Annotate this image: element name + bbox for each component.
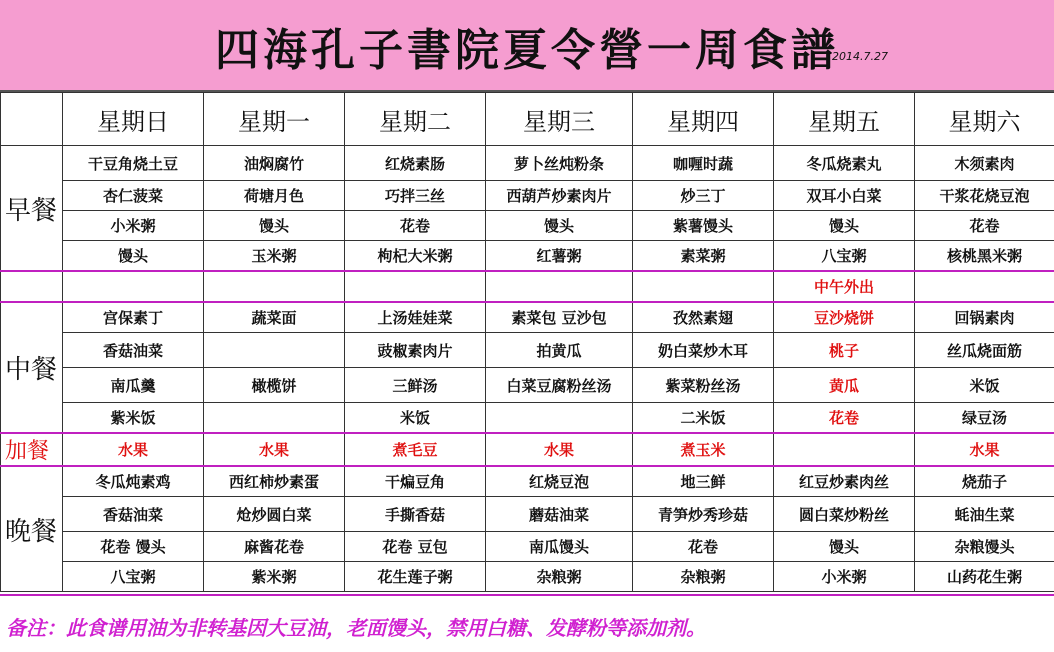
menu-cell: 馒头	[486, 211, 633, 241]
menu-cell: 玉米粥	[204, 241, 345, 272]
weekly-menu-table	[0, 92, 1054, 592]
menu-cell: 香菇油菜	[63, 333, 204, 368]
menu-cell: 杂粮粥	[486, 562, 633, 592]
menu-cell: 紫菜粉丝汤	[633, 368, 774, 403]
menu-cell: 水果	[915, 433, 1054, 466]
menu-cell: 红薯粥	[486, 241, 633, 272]
menu-cell: 三鲜汤	[345, 368, 486, 403]
menu-cell: 蘑菇油菜	[486, 497, 633, 532]
menu-cell: 八宝粥	[774, 241, 915, 272]
menu-cell: 南瓜羹	[63, 368, 204, 403]
day-header: 星期三	[486, 93, 633, 146]
meal-label-extra: 加餐	[1, 433, 63, 466]
menu-cell: 花卷	[633, 532, 774, 562]
outing-note-cell: 中午外出	[774, 271, 915, 302]
lunch-row	[1, 333, 1054, 368]
menu-cell: 白菜豆腐粉丝汤	[486, 368, 633, 403]
lunch-row	[1, 302, 1054, 333]
menu-cell: 水果	[204, 433, 345, 466]
outing-row	[1, 271, 1054, 302]
menu-cell: 桃子	[774, 333, 915, 368]
note-bar	[0, 594, 1054, 652]
menu-cell: 拍黄瓜	[486, 333, 633, 368]
menu-cell: 紫米粥	[204, 562, 345, 592]
title-bar	[0, 0, 1054, 92]
menu-cell	[204, 403, 345, 434]
menu-cell: 花卷	[345, 211, 486, 241]
outing-label-cell	[1, 271, 63, 302]
menu-cell	[486, 271, 633, 302]
menu-cell: 豆沙烧饼	[774, 302, 915, 333]
menu-cell: 绿豆汤	[915, 403, 1054, 434]
menu-cell: 地三鲜	[633, 466, 774, 497]
menu-cell: 杏仁菠菜	[63, 181, 204, 211]
menu-cell: 紫薯馒头	[633, 211, 774, 241]
menu-cell: 素菜粥	[633, 241, 774, 272]
menu-cell: 麻酱花卷	[204, 532, 345, 562]
menu-cell	[915, 271, 1054, 302]
menu-cell: 孜然素翅	[633, 302, 774, 333]
day-header: 星期四	[633, 93, 774, 146]
menu-cell: 西葫芦炒素肉片	[486, 181, 633, 211]
menu-cell: 双耳小白菜	[774, 181, 915, 211]
menu-cell: 橄榄饼	[204, 368, 345, 403]
day-header: 星期一	[204, 93, 345, 146]
menu-cell: 花卷 豆包	[345, 532, 486, 562]
menu-cell: 小米粥	[774, 562, 915, 592]
menu-cell: 二米饭	[633, 403, 774, 434]
menu-cell: 冬瓜炖素鸡	[63, 466, 204, 497]
menu-cell: 青笋炒秀珍菇	[633, 497, 774, 532]
menu-cell	[633, 271, 774, 302]
menu-cell: 水果	[63, 433, 204, 466]
menu-cell: 花卷	[774, 403, 915, 434]
menu-cell: 馒头	[204, 211, 345, 241]
day-header: 星期六	[915, 93, 1054, 146]
menu-cell: 蚝油生菜	[915, 497, 1054, 532]
corner-cell	[1, 93, 63, 146]
menu-cell: 巧拌三丝	[345, 181, 486, 211]
menu-cell: 馒头	[774, 211, 915, 241]
meal-label-breakfast: 早餐	[1, 146, 63, 272]
menu-cell: 煮毛豆	[345, 433, 486, 466]
menu-cell: 回锅素肉	[915, 302, 1054, 333]
menu-cell: 米饭	[915, 368, 1054, 403]
menu-cell: 紫米饭	[63, 403, 204, 434]
menu-cell: 干豆角烧土豆	[63, 146, 204, 181]
meal-label-dinner: 晚餐	[1, 466, 63, 592]
menu-cell: 山药花生粥	[915, 562, 1054, 592]
menu-cell: 红烧素肠	[345, 146, 486, 181]
menu-cell: 花卷	[915, 211, 1054, 241]
day-header-row	[1, 93, 1054, 146]
day-header: 星期日	[63, 93, 204, 146]
menu-cell: 红豆炒素肉丝	[774, 466, 915, 497]
breakfast-row	[1, 211, 1054, 241]
dinner-row	[1, 497, 1054, 532]
menu-cell: 豉椒素肉片	[345, 333, 486, 368]
menu-cell: 馒头	[63, 241, 204, 272]
menu-cell: 西红柿炒素蛋	[204, 466, 345, 497]
menu-cell	[486, 403, 633, 434]
menu-cell: 香菇油菜	[63, 497, 204, 532]
title-date: 2014.7.27	[832, 50, 888, 63]
page-title: 四海孔子書院夏令營一周食譜	[215, 25, 839, 76]
menu-cell: 馒头	[774, 532, 915, 562]
menu-cell: 米饭	[345, 403, 486, 434]
menu-cell: 黄瓜	[774, 368, 915, 403]
menu-cell: 煮玉米	[633, 433, 774, 466]
breakfast-row	[1, 146, 1054, 181]
menu-cell: 圆白菜炒粉丝	[774, 497, 915, 532]
menu-cell	[345, 271, 486, 302]
menu-cell: 炝炒圆白菜	[204, 497, 345, 532]
menu-cell	[774, 433, 915, 466]
menu-cell: 红烧豆泡	[486, 466, 633, 497]
menu-cell: 八宝粥	[63, 562, 204, 592]
menu-cell: 干煸豆角	[345, 466, 486, 497]
menu-cell: 干浆花烧豆泡	[915, 181, 1054, 211]
breakfast-row	[1, 181, 1054, 211]
day-header: 星期五	[774, 93, 915, 146]
menu-cell: 枸杞大米粥	[345, 241, 486, 272]
extra-row	[1, 433, 1054, 466]
dinner-row	[1, 532, 1054, 562]
menu-cell: 咖喱时蔬	[633, 146, 774, 181]
menu-cell: 上汤娃娃菜	[345, 302, 486, 333]
menu-cell: 花生莲子粥	[345, 562, 486, 592]
menu-cell: 宫保素丁	[63, 302, 204, 333]
dinner-row	[1, 466, 1054, 497]
lunch-row	[1, 403, 1054, 434]
menu-cell: 南瓜馒头	[486, 532, 633, 562]
menu-cell: 蔬菜面	[204, 302, 345, 333]
menu-cell	[204, 333, 345, 368]
menu-cell: 水果	[486, 433, 633, 466]
menu-cell: 素菜包 豆沙包	[486, 302, 633, 333]
menu-cell: 木须素肉	[915, 146, 1054, 181]
lunch-row	[1, 368, 1054, 403]
day-header: 星期二	[345, 93, 486, 146]
menu-cell: 花卷 馒头	[63, 532, 204, 562]
menu-cell	[204, 271, 345, 302]
footnote: 备注：此食谱用油为非转基因大豆油，老面馒头，禁用白糖、发酵粉等添加剂。	[6, 616, 706, 640]
menu-cell: 烧茄子	[915, 466, 1054, 497]
menu-cell: 冬瓜烧素丸	[774, 146, 915, 181]
menu-cell: 杂粮粥	[633, 562, 774, 592]
dinner-row	[1, 562, 1054, 592]
menu-cell: 荷塘月色	[204, 181, 345, 211]
menu-cell: 丝瓜烧面筋	[915, 333, 1054, 368]
meal-label-lunch: 中餐	[1, 302, 63, 433]
menu-cell	[63, 271, 204, 302]
menu-cell: 奶白菜炒木耳	[633, 333, 774, 368]
menu-cell: 杂粮馒头	[915, 532, 1054, 562]
menu-cell: 小米粥	[63, 211, 204, 241]
menu-cell: 油焖腐竹	[204, 146, 345, 181]
breakfast-row	[1, 241, 1054, 272]
menu-cell: 核桃黑米粥	[915, 241, 1054, 272]
menu-cell: 萝卜丝炖粉条	[486, 146, 633, 181]
menu-cell: 炒三丁	[633, 181, 774, 211]
menu-cell: 手撕香菇	[345, 497, 486, 532]
